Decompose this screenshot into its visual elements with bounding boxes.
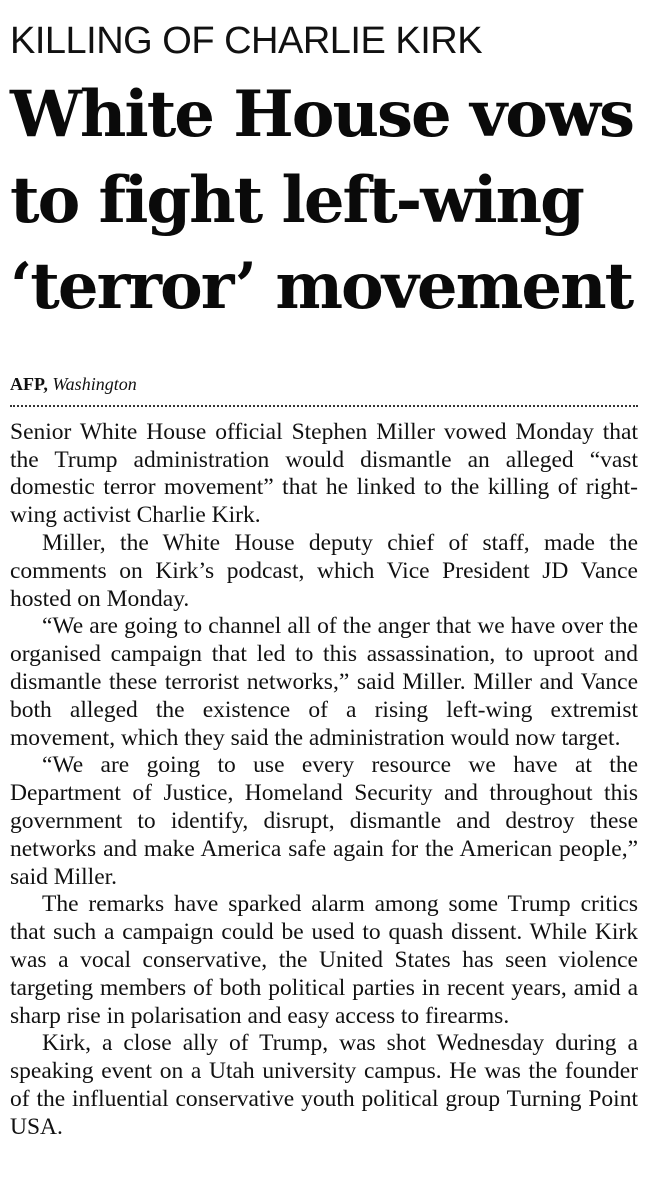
headline-line: ‘terror’ movement: [10, 249, 633, 324]
news-article: [10, 18, 638, 1142]
byline-location: Washington: [52, 373, 137, 394]
body-paragraph: Miller, the White House deputy chief of staff, made the comments on Kirk’s podcast, which Vice President JD Vance hosted on Monday.: [10, 530, 638, 612]
body-paragraph: The remarks have sparked alarm among some Trump critics that such a campaign could be used to quash dissent. While Kirk was a vocal conservative, the United States has seen violence targeting members of both political parties in recent years, amid a sharp rise in polarisation and easy access to firearms.: [10, 891, 638, 1029]
article-body: [10, 419, 638, 1142]
byline-agency: AFP,: [10, 373, 48, 394]
headline-line: to fight left-wing: [10, 163, 583, 238]
body-paragraph: “We are going to channel all of the anger that we have over the organised campaign that led to this assassination, to uproot and dismantle these terrorist networks,” said Miller. Miller and Vance both alleged the existence of a rising left-wing extremist movement, which they said the administration would now target.: [10, 613, 638, 751]
section-kicker: KILLING OF CHARLIE KIRK: [10, 20, 483, 62]
byline: [10, 373, 638, 407]
headline: [10, 72, 638, 330]
headline-line: White House vows: [10, 77, 633, 152]
body-paragraph: Kirk, a close ally of Trump, was shot Wednesday during a speaking event on a Utah university campus. He was the founder of the influential conservative youth political group Turning Point USA.: [10, 1030, 638, 1140]
body-paragraph: Senior White House official Stephen Miller vowed Monday that the Trump administration would dismantle an alleged “vast domestic terror movement” that he linked to the killing of right-wing activist Charlie Kirk.: [10, 418, 638, 529]
body-paragraph: “We are going to use every resource we have at the Department of Justice, Homeland Security and throughout this government to identify, disrupt, dismantle and destroy these networks and make America safe again for the American people,” said Miller.: [10, 752, 638, 890]
